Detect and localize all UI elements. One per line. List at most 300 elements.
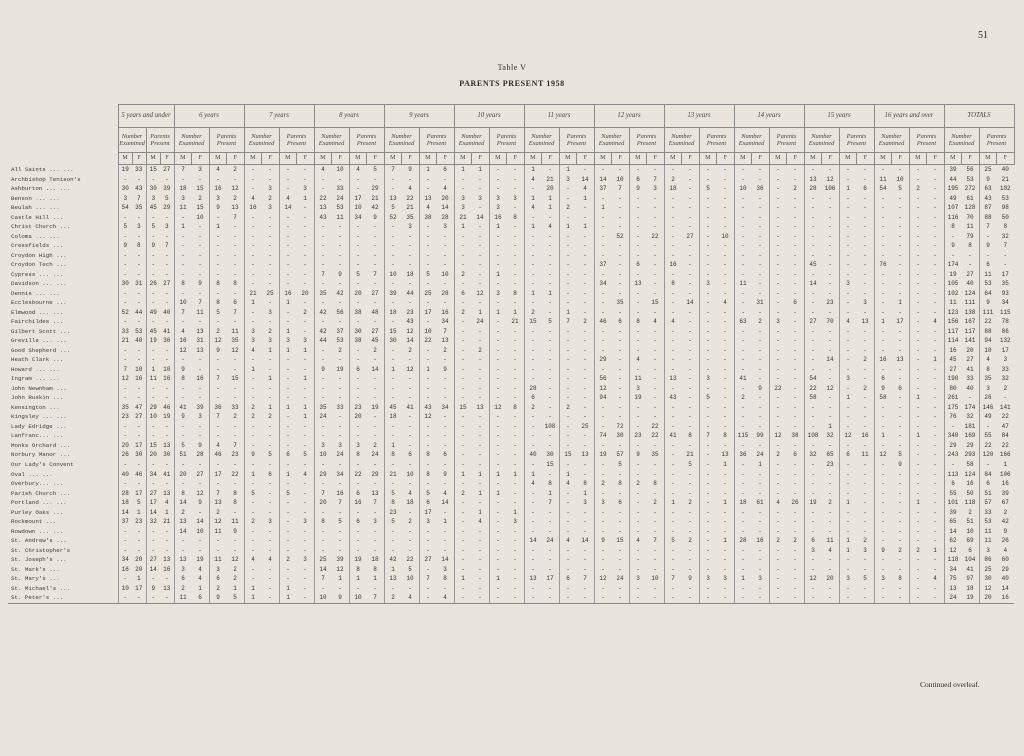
cell-value: 35 bbox=[231, 337, 239, 345]
cell-value: - bbox=[734, 470, 752, 480]
school-name: Oval ... ... bbox=[11, 470, 53, 478]
cell-value: - bbox=[268, 384, 272, 392]
cell-value: 7 bbox=[1003, 242, 1008, 250]
cell-value: - bbox=[653, 403, 657, 411]
cell-value: - bbox=[594, 470, 612, 480]
cell-value: - bbox=[513, 299, 517, 307]
cell-value: 40 bbox=[966, 280, 974, 288]
cell-value: - bbox=[758, 175, 762, 183]
cell-value: - bbox=[268, 175, 272, 183]
cell-value: - bbox=[699, 422, 717, 432]
cell-value: - bbox=[478, 223, 482, 231]
cell-value: 29 bbox=[146, 403, 160, 413]
cell-value: 48 bbox=[371, 308, 379, 316]
cell-value: - bbox=[863, 365, 867, 373]
cell-value: - bbox=[909, 222, 927, 232]
cell-value: 13 bbox=[384, 574, 402, 584]
cell-value: - bbox=[478, 584, 482, 592]
cell-value: 12 bbox=[174, 346, 192, 356]
age-group-header: 11 years bbox=[524, 105, 594, 128]
cell-value: 29 bbox=[944, 441, 962, 451]
table-row bbox=[8, 517, 1014, 527]
cell-value: - bbox=[828, 365, 832, 373]
cell-value: 3 bbox=[758, 575, 762, 583]
cell-value: - bbox=[513, 384, 517, 392]
cell-value: - bbox=[734, 565, 752, 575]
cell-value: 175 bbox=[944, 403, 962, 413]
cell-value: - bbox=[979, 232, 997, 242]
cell-value: - bbox=[653, 394, 657, 402]
cell-value: - bbox=[384, 251, 402, 261]
cell-value: - bbox=[303, 166, 307, 173]
cell-value: 60 bbox=[1001, 556, 1009, 564]
cell-value: - bbox=[874, 508, 892, 518]
cell-value: - bbox=[898, 270, 902, 278]
cell-value: 195 bbox=[944, 184, 962, 194]
cell-value: 20 bbox=[441, 194, 449, 202]
cell-value: 2 bbox=[664, 175, 682, 185]
cell-value: 29 bbox=[966, 441, 974, 449]
cell-value: - bbox=[594, 527, 612, 537]
cell-value: 16 bbox=[441, 308, 449, 316]
cell-value: - bbox=[594, 422, 612, 432]
cell-value: - bbox=[629, 470, 647, 480]
cell-value: 23 bbox=[826, 299, 834, 307]
cell-value: 11 bbox=[826, 537, 834, 545]
cell-value: - bbox=[136, 213, 141, 221]
cell-value: - bbox=[874, 470, 892, 480]
cell-value: 118 bbox=[944, 555, 962, 565]
cell-value: - bbox=[793, 308, 797, 316]
cell-value: - bbox=[233, 175, 237, 183]
age-group-header: 14 years bbox=[734, 105, 804, 128]
cell-value: - bbox=[314, 374, 332, 384]
cell-value: 21 bbox=[244, 289, 262, 299]
cell-value: 10 bbox=[196, 213, 204, 221]
cell-value: - bbox=[594, 222, 612, 232]
cell-value: 23 bbox=[349, 403, 367, 413]
cell-value: - bbox=[524, 498, 542, 508]
cell-value: 11 bbox=[734, 279, 752, 289]
cell-value: - bbox=[478, 460, 482, 468]
cell-value: - bbox=[408, 432, 412, 440]
cell-value: - bbox=[373, 480, 377, 488]
cell-value: - bbox=[233, 508, 237, 516]
cell-value: - bbox=[454, 584, 472, 594]
number-examined-header: Number Examined bbox=[244, 128, 279, 153]
cell-value: 19 bbox=[962, 593, 980, 603]
cell-value: - bbox=[734, 270, 752, 280]
cell-value: 14 bbox=[524, 536, 542, 546]
cell-value: 14 bbox=[196, 518, 204, 526]
cell-value: 4 bbox=[723, 299, 727, 307]
cell-value: - bbox=[384, 527, 402, 537]
cell-value: - bbox=[164, 270, 169, 278]
cell-value: - bbox=[279, 527, 297, 537]
cell-value: - bbox=[489, 450, 507, 460]
cell-value: - bbox=[699, 336, 717, 346]
cell-value: 3 bbox=[174, 194, 192, 204]
cell-value: 11 bbox=[231, 518, 239, 526]
cell-value: - bbox=[699, 565, 717, 575]
cell-value: - bbox=[758, 194, 762, 202]
cell-value: 15 bbox=[651, 299, 659, 307]
cell-value: - bbox=[769, 441, 787, 451]
cell-value: - bbox=[489, 527, 507, 537]
cell-value: - bbox=[314, 279, 332, 289]
cell-value: 1 bbox=[933, 546, 937, 554]
cell-value: - bbox=[874, 479, 892, 489]
cell-value: 1 bbox=[279, 346, 297, 356]
cell-value: 16 bbox=[118, 565, 132, 575]
cell-value: 1 bbox=[454, 574, 472, 584]
cell-value: - bbox=[933, 327, 937, 335]
cell-value: 14 bbox=[279, 203, 297, 213]
cell-value: - bbox=[373, 242, 377, 250]
cell-value: - bbox=[559, 517, 577, 527]
cell-value: 28 bbox=[118, 489, 132, 499]
cell-value: - bbox=[314, 232, 332, 242]
cell-value: - bbox=[419, 251, 437, 261]
cell-value: - bbox=[384, 546, 402, 556]
cell-value: - bbox=[583, 394, 587, 402]
cell-value: 8 bbox=[233, 280, 237, 288]
cell-value: 108 bbox=[804, 431, 822, 441]
cell-value: 1 bbox=[524, 165, 542, 175]
cell-value: - bbox=[828, 480, 832, 488]
male-header: M bbox=[629, 153, 647, 165]
cell-value: 9 bbox=[979, 175, 997, 185]
cell-value: - bbox=[909, 298, 927, 308]
cell-value: 5 bbox=[164, 194, 169, 202]
cell-value: 15 bbox=[146, 165, 160, 175]
cell-value: - bbox=[349, 222, 367, 232]
cell-value: - bbox=[279, 355, 297, 365]
cell-value: 19 bbox=[336, 365, 344, 373]
cell-value: 14 bbox=[944, 527, 962, 537]
cell-value: 20 bbox=[314, 498, 332, 508]
cell-value: 20 bbox=[979, 593, 997, 603]
cell-value: - bbox=[279, 175, 297, 185]
cell-value: - bbox=[478, 242, 482, 250]
cell-value: - bbox=[583, 556, 587, 564]
cell-value: - bbox=[793, 470, 797, 478]
cell-value: 23 bbox=[629, 431, 647, 441]
cell-value: - bbox=[548, 365, 552, 373]
cell-value: - bbox=[898, 422, 902, 430]
cell-value: - bbox=[653, 565, 657, 573]
cell-value: 8 bbox=[443, 575, 447, 583]
cell-value: - bbox=[174, 384, 192, 394]
cell-value: - bbox=[279, 431, 297, 441]
cell-value: 98 bbox=[1001, 204, 1009, 212]
table-row bbox=[8, 450, 1014, 460]
cell-value: - bbox=[136, 232, 141, 240]
cell-value: - bbox=[559, 508, 577, 518]
cell-value: - bbox=[373, 537, 377, 545]
cell-value: 15 bbox=[196, 204, 204, 212]
cell-value: - bbox=[548, 413, 552, 421]
cell-value: 1 bbox=[268, 346, 272, 354]
cell-value: 5 bbox=[863, 575, 867, 583]
cell-value: - bbox=[513, 556, 517, 564]
cell-value: 14 bbox=[826, 356, 834, 364]
cell-value: - bbox=[664, 517, 682, 527]
cell-value: - bbox=[489, 251, 507, 261]
cell-value: - bbox=[804, 232, 822, 242]
cell-value: - bbox=[268, 584, 272, 592]
cell-value: 2 bbox=[233, 413, 237, 421]
cell-value: 11 bbox=[979, 536, 997, 546]
cell-value: 27 bbox=[966, 356, 974, 364]
cell-value: - bbox=[699, 470, 717, 480]
cell-value: - bbox=[524, 441, 542, 451]
cell-value: 49 bbox=[944, 194, 962, 204]
cell-value: - bbox=[198, 261, 202, 269]
cell-value: 19 bbox=[944, 270, 962, 280]
cell-value: - bbox=[828, 489, 832, 497]
cell-value: - bbox=[618, 213, 622, 221]
cell-value: - bbox=[279, 460, 297, 470]
cell-value: 40 bbox=[135, 337, 143, 345]
cell-value: - bbox=[209, 289, 227, 299]
cell-value: - bbox=[314, 527, 332, 537]
cell-value: - bbox=[734, 213, 752, 223]
cell-value: - bbox=[583, 403, 587, 411]
cell-value: 3 bbox=[723, 575, 727, 583]
cell-value: 10 bbox=[966, 527, 974, 535]
cell-value: 39 bbox=[944, 165, 962, 175]
cell-value: 1 bbox=[454, 222, 472, 232]
cell-value: - bbox=[653, 166, 657, 173]
cell-value: - bbox=[863, 470, 867, 478]
cell-value: - bbox=[618, 289, 622, 297]
cell-value: 9 bbox=[408, 166, 412, 173]
cell-value: 16 bbox=[1001, 480, 1009, 488]
cell-value: - bbox=[338, 480, 342, 488]
cell-value: - bbox=[933, 470, 937, 478]
cell-value: 8 bbox=[136, 242, 141, 250]
cell-value: - bbox=[118, 593, 132, 603]
cell-value: 62 bbox=[944, 536, 962, 546]
cell-value: - bbox=[349, 374, 367, 384]
cell-value: - bbox=[118, 527, 132, 537]
cell-value: - bbox=[629, 346, 647, 356]
cell-value: - bbox=[349, 536, 367, 546]
cell-value: 13 bbox=[581, 451, 589, 459]
cell-value: 3 bbox=[268, 518, 272, 526]
cell-value: 5 bbox=[174, 441, 192, 451]
cell-value: 12 bbox=[336, 565, 344, 573]
cell-value: - bbox=[933, 403, 937, 411]
cell-value: - bbox=[419, 175, 437, 185]
cell-value: 39 bbox=[944, 508, 962, 518]
cell-value: - bbox=[839, 384, 857, 394]
cell-value: 115 bbox=[999, 308, 1011, 316]
parents-present-header: Parents Present bbox=[419, 128, 454, 153]
cell-value: - bbox=[268, 299, 272, 307]
female-header: F bbox=[160, 153, 174, 165]
cell-value: 14 bbox=[804, 279, 822, 289]
cell-value: - bbox=[769, 241, 787, 251]
cell-value: - bbox=[338, 527, 342, 535]
cell-value: 4 bbox=[629, 355, 647, 365]
table-row bbox=[8, 213, 1014, 223]
cell-value: - bbox=[618, 242, 622, 250]
cell-value: - bbox=[338, 232, 342, 240]
cell-value: - bbox=[384, 422, 402, 432]
cell-value: 7 bbox=[979, 222, 997, 232]
cell-value: 1 bbox=[384, 365, 402, 375]
cell-value: 117 bbox=[944, 327, 962, 337]
cell-value: - bbox=[758, 565, 762, 573]
cell-value: - bbox=[489, 232, 507, 242]
cell-value: - bbox=[618, 356, 622, 364]
cell-value: - bbox=[373, 251, 377, 259]
cell-value: 1 bbox=[209, 222, 227, 232]
cell-value: 33 bbox=[118, 327, 132, 337]
cell-value: - bbox=[629, 241, 647, 251]
cell-value: - bbox=[198, 422, 202, 430]
cell-value: - bbox=[279, 574, 297, 584]
cell-value: - bbox=[688, 422, 692, 430]
cell-value: 13 bbox=[196, 327, 204, 335]
female-header: F bbox=[402, 153, 420, 165]
cell-value: - bbox=[629, 251, 647, 261]
cell-value: 1 bbox=[279, 327, 297, 337]
cell-value: - bbox=[758, 365, 762, 373]
male-header: M bbox=[279, 153, 297, 165]
cell-value: 4 bbox=[244, 555, 262, 565]
cell-value: 9 bbox=[944, 241, 962, 251]
cell-value: 3 bbox=[244, 327, 262, 337]
cell-value: 3 bbox=[303, 185, 307, 193]
cell-value: - bbox=[618, 251, 622, 259]
cell-value: - bbox=[688, 204, 692, 212]
cell-value: - bbox=[548, 327, 552, 335]
cell-value: 4 bbox=[933, 575, 937, 583]
cell-value: - bbox=[454, 260, 472, 270]
cell-value: - bbox=[839, 251, 857, 261]
cell-value: - bbox=[583, 289, 587, 297]
cell-value: 50 bbox=[1001, 213, 1009, 221]
cell-value: 4 bbox=[839, 317, 857, 327]
table-row bbox=[8, 194, 1014, 204]
cell-value: 5 bbox=[664, 536, 682, 546]
cell-value: 15 bbox=[196, 185, 204, 193]
cell-value: - bbox=[583, 346, 587, 354]
cell-value: 18 bbox=[966, 584, 974, 592]
cell-value: - bbox=[828, 527, 832, 535]
cell-value: 23 bbox=[135, 518, 143, 526]
school-name: St. Peter's ... bbox=[8, 593, 118, 603]
cell-value: - bbox=[653, 346, 657, 354]
cell-value: 1 bbox=[303, 413, 307, 421]
cell-value: 4 bbox=[408, 185, 412, 193]
cell-value: - bbox=[804, 555, 822, 565]
cell-value: 1 bbox=[583, 194, 587, 202]
cell-value: 12 bbox=[769, 431, 787, 441]
cell-value: 101 bbox=[944, 498, 962, 508]
cell-value: 1 bbox=[548, 489, 552, 497]
cell-value: 12 bbox=[231, 556, 239, 564]
cell-value: 22 bbox=[1001, 413, 1009, 421]
cell-value: - bbox=[443, 508, 447, 516]
female-header: F bbox=[962, 153, 980, 165]
cell-value: - bbox=[513, 356, 517, 364]
cell-value: - bbox=[146, 213, 160, 223]
cell-value: 3 bbox=[268, 308, 272, 316]
cell-value: 7 bbox=[618, 185, 622, 193]
cell-value: - bbox=[804, 165, 822, 175]
cell-value: 10 bbox=[721, 232, 729, 240]
cell-value: - bbox=[699, 441, 717, 451]
cell-value: 20 bbox=[301, 289, 309, 297]
cell-value: - bbox=[303, 537, 307, 545]
cell-value: - bbox=[629, 460, 647, 470]
school-name: Coloma ... ... bbox=[11, 232, 60, 240]
cell-value: 11 bbox=[966, 223, 974, 231]
cell-value: 84 bbox=[979, 470, 997, 480]
cell-value: - bbox=[793, 204, 797, 212]
cell-value: 27 bbox=[196, 470, 204, 478]
cell-value: - bbox=[594, 165, 612, 175]
cell-value: - bbox=[629, 565, 647, 575]
cell-value: 7 bbox=[136, 194, 141, 202]
cell-value: - bbox=[244, 184, 262, 194]
cell-value: 38 bbox=[791, 432, 799, 440]
cell-value: - bbox=[164, 232, 169, 240]
cell-value: - bbox=[594, 584, 612, 594]
cell-value: 29 bbox=[314, 470, 332, 480]
cell-value: 8 bbox=[174, 374, 192, 384]
cell-value: - bbox=[909, 270, 927, 280]
cell-value: - bbox=[723, 480, 727, 488]
cell-value: - bbox=[524, 327, 542, 337]
cell-value: 29 bbox=[163, 204, 171, 212]
cell-value: - bbox=[804, 203, 822, 213]
cell-value: - bbox=[839, 593, 857, 603]
cell-value: 26 bbox=[791, 499, 799, 507]
cell-value: - bbox=[349, 584, 367, 594]
cell-value: - bbox=[279, 279, 297, 289]
cell-value: 5 bbox=[618, 460, 622, 468]
female-header: F bbox=[682, 153, 700, 165]
cell-value: - bbox=[489, 317, 507, 327]
cell-value: - bbox=[723, 518, 727, 526]
cell-value: - bbox=[279, 232, 297, 242]
cell-value: 9 bbox=[629, 184, 647, 194]
table-row bbox=[8, 498, 1014, 508]
cell-value: - bbox=[594, 213, 612, 223]
cell-value: - bbox=[653, 327, 657, 335]
cell-value: - bbox=[769, 489, 787, 499]
cell-value: 20 bbox=[349, 412, 367, 422]
cell-value: - bbox=[489, 241, 507, 251]
cell-value: 3 bbox=[268, 185, 272, 193]
cell-value: 18 bbox=[384, 308, 402, 318]
cell-value: - bbox=[583, 508, 587, 516]
cell-value: 42 bbox=[314, 308, 332, 318]
cell-value: - bbox=[758, 327, 762, 335]
cell-value: 3 bbox=[979, 384, 997, 394]
cell-value: 4 bbox=[303, 470, 307, 478]
cell-value: 32 bbox=[804, 450, 822, 460]
cell-value: 106 bbox=[824, 185, 836, 193]
cell-value: 2 bbox=[629, 479, 647, 489]
cell-value: 6 bbox=[349, 365, 367, 375]
cell-value: 56 bbox=[966, 166, 974, 173]
